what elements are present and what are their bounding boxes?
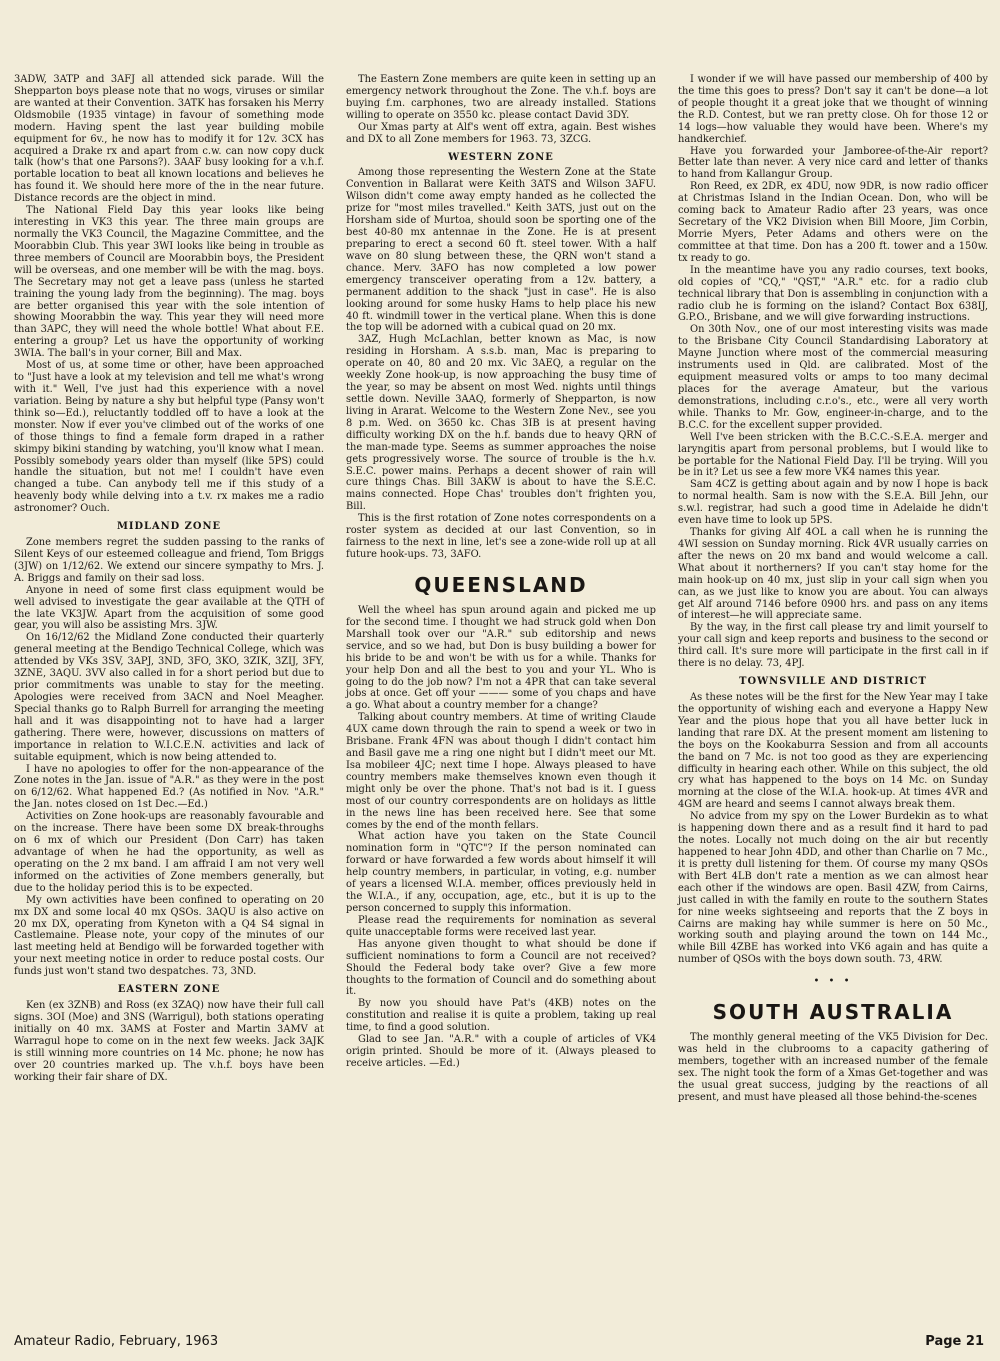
paragraph: What action have you taken on the State Council nomination form in "QTC"? If the person nominated can forward or have forwarded a few words about himself it will help country members, in particular, in voting, e.g. number of years a licensed W.I.A. member, offices previously held in the W.I.A., if any, occupation, age, etc., but it is up to the person concerned to supply this information. xyxy=(346,831,656,915)
column-2 xyxy=(346,74,656,1070)
section-divider: • • • xyxy=(813,976,853,988)
section-heading-townsville: TOWNSVILLE AND DISTRICT xyxy=(739,676,927,688)
paragraph: 3ADW, 3ATP and 3AFJ all attended sick parade. Will the Shepparton boys please note that no wogs, viruses or similar are wanted at their Convention. 3ATK has forsaken his Merry Oldsmobile (1935 vintage) in favour of something mode modern. Having spent the last year building mobile equipment for 6v., he now has to modify it for 12v. 3CX has acquired a Drake rx and apart from c.w. can now copy duck talk (how's that one Parsons?). 3AAF busy looking for a v.h.f. portable location to beat all known locations and believes he has found it. We should here more of the in the near future. Distance records are the object in mind. xyxy=(14,74,324,205)
paragraph: On 30th Nov., one of our most interesting visits was made to the Brisbane City Council Standardising Laboratory at Mayne Junction where most of the commercial measuring instruments used in Qld. are calibrated. Most of the equipment measured volts or amps to too many decimal places for the average Amateur, but the various demonstrations, including c.r.o's., etc., were all very worth while. Thanks to Mr. Gow, engineer-in-charge, and to the B.C.C. for the excellent supper provided. xyxy=(678,324,988,431)
paragraph: By now you should have Pat's (4KB) notes on the constitution and realise it is quite a problem, taking up real time, to find a good solution. xyxy=(346,998,656,1034)
paragraph: By the way, in the first call please try and limit yourself to your call sign and keep reports and business to the second or third call. It's sure more will participate in the first call in if there is no delay. 73, 4PJ. xyxy=(678,622,988,670)
section-heading-western-zone: WESTERN ZONE xyxy=(448,151,554,163)
paragraph: I wonder if we will have passed our membership of 400 by the time this goes to press? Don't say it can't be done—a lot of people thought it a great joke that we thought of winning the R.D. Contest, but we ran pretty close. Oh for those 12 or 14 logs—how valuable they would have been. Where's my handkerchief. xyxy=(678,74,988,145)
paragraph: Activities on Zone hook-ups are reasonably favourable and on the increase. There have been some DX break-throughs on 6 mx of which our President (Don Carr) has taken advantage of when he had the opportunity, as well as operating on the 2 mx band. I am affraid I am not very well informed on the activities of Zone members generally, but due to the holiday period this is to be expected. xyxy=(14,811,324,894)
paragraph: No advice from my spy on the Lower Burdekin as to what is happening down there and as a result find it hard to pad the notes. Locally not much doing on the air but recently happened to hear John 4DD, and other than Charlie on 7 Mc., it is pretty dull listening for them. Of course my many QSOs with Bert 4LB don't rate a mention as we can almost hear each other if the windows are open. Basil 4ZW, from Cairns, just called in with the family en route to the southern States for nine weeks sightseeing and reports that the Z boys in Cairns are making hay while summer is here on 50 Mc., working south and playing around the town on 144 Mc., while Bill 4ZBE has worked into VK6 again and has quite a number of QSOs with the boys down south. 73, 4RW. xyxy=(678,811,988,966)
section-heading-eastern-zone: EASTERN ZONE xyxy=(117,984,221,996)
paragraph: Among those representing the Western Zone at the State Convention in Ballarat were Keith 3ATS and Wilson 3AFU. Wilson didn't come away empty handed as he collected the prize for "most miles travelled." Keith 3ATS, just out on the Horsham side of Murtoa, should soon be sporting one of the best 40-80 mx antennae in the Zone. He is at present preparing to erect a second 60 ft. steel tower. With a half wave on 80 slung between these, the QRN won't stand a chance. Merv. 3AFO has now completed a low power emergency transceiver operating from a 12v. battery, a permanent addition to the shack "just in case". He is also looking around for some husky Hams to help place his new 40 ft. windmill tower in the vertical plane. When this is done the top will be adorned with a cubical quad on 20 mx. xyxy=(346,167,656,334)
footer-page-number: Page 21 xyxy=(925,1334,984,1349)
section-heading-midland-zone: MIDLAND ZONE xyxy=(116,521,222,533)
paragraph: Our Xmas party at Alf's went off extra, again. Best wishes and DX to all Zone members for 1963. 73, 3ZCG. xyxy=(346,121,656,145)
paragraph: On 16/12/62 the Midland Zone conducted their quarterly general meeting at the Bendigo Technical College, which was attended by VKs 3SV, 3APJ, 3ND, 3FO, 3KO, 3ZIK, 3ZIJ, 3FY, 3ZNE, 3AQU. 3VV also called in for a short period but due to prior commitments was unable to stay for the meeting. Apologies were received from 3ACN and Noel Meagher. Special thanks go to Ralph Burrell for arranging the meeting hall and it was disappointing not to have had a larger gathering. There were, however, discussions on matters of importance in relation to W.I.C.E.N. activities and lack of suitable equipment, which is now being attended to. xyxy=(14,632,324,763)
paragraph: Glad to see Jan. "A.R." with a couple of articles of VK4 origin printed. Should be more of it. (Always pleased to receive articles. —Ed.) xyxy=(346,1034,656,1069)
paragraph: Ken (ex 3ZNB) and Ross (ex 3ZAQ) now have their full call signs. 3OI (Moe) and 3NS (Warrigul), both stations operating initially on 40 mx. 3AMS at Foster and Martin 3AMV at Warragul hope to come on in the next few weeks. Jack 3AJK is still winning more countries on 14 Mc. phone; he now has over 20 countries marked up. The v.h.f. boys have been working their fair share of DX. xyxy=(14,1000,324,1083)
paragraph: Thanks for giving Alf 4OL a call when he is running the 4WI session on Sunday morning. Rick 4VR usually carries on after the news on 20 mx band and would welcome a call. What about it northerners? If you can't stay home for the main hook-up on 40 mx, just slip in your call sign when you can, as we just like to know you are about. You can always get Alf around 7146 before 0900 hrs. and pass on any items of interest—he will appreciate same. xyxy=(678,527,988,622)
column-1 xyxy=(14,74,324,1084)
paragraph: Sam 4CZ is getting about again and by now I hope is back to normal health. Sam is now with the S.E.A. Bill Jehn, our s.w.l. registrar, had such a good time in Adelaide he didn't even have time to look up 5PS. xyxy=(678,479,988,527)
paragraph: Has anyone given thought to what should be done if sufficient nominations to form a Council are not received? Should the Federal body take over? Give a few more thoughts to the formation of Council and do something about it. xyxy=(346,938,656,998)
paragraph: 3AZ, Hugh McLachlan, better known as Mac, is now residing in Horsham. A s.s.b. man, Mac is preparing to operate on 40, 80 and 20 mx. Vic 3AEQ, a regular on the weekly Zone hook-up, is now approaching the busy time of the year, so may be absent on most Wed. nights until things settle down. Neville 3AAQ, formerly of Shepparton, is now living in Ararat. Welcome to the Western Zone Nev., see you 8 p.m. Wed. on 3650 kc. Chas 3IB is at present having difficulty working DX on the h.f. bands due to heavy QRN of the man-made type. Seems as summer approaches the noise gets progressively worse. The source of trouble is the h.v. S.E.C. power mains. Perhaps a decent shower of rain will cure things Chas. Bill 3AKW is about to have the S.E.C. mains connected. Hope Chas' troubles don't frighten you, Bill. xyxy=(346,334,656,513)
state-heading-queensland: QUEENSLAND xyxy=(414,572,588,597)
paragraph: Ron Reed, ex 2DR, ex 4DU, now 9DR, is now radio officer at Christmas Island in the Indian Ocean. Don, who will be coming back to Amateur Radio after 23 years, was once Secretary of the VK2 Division when Bill Moore, Jim Corbin, Morrie Myers, Peter Adams and others were on the committee at that time. Don has a 200 ft. tower and a 150w. tx ready to go. xyxy=(678,181,988,264)
paragraph: Most of us, at some time or other, have been approached to "Just have a look at my television and tell me what's wrong with it." Well, I've just had this experience with a novel variation. Being by nature a shy but helpful type (Pansy won't think so—Ed.), reluctantly toddled off to have a look at the monster. Now if ever you've climbed out of the works of one of those things to find a female form draped in a rather skimpy bikini standing by watching, you'll know what I mean. Possibly somebody years older than myself (like 5PS) could handle the situation, but not me! I couldn't have even changed a tube. Can anybody tell me if this study of a heavenly body while delving into a t.v. rx makes me a radio astronomer? Ouch. xyxy=(14,360,324,515)
paragraph: The Eastern Zone members are quite keen in setting up an emergency network throughout the Zone. The v.h.f. boys are buying f.m. carphones, two are already installed. Stations willing to operate on 3550 kc. please contact David 3DY. xyxy=(346,74,656,121)
paragraph: This is the first rotation of Zone notes correspondents on a roster system as decided at our last Convention, so in fairness to the next in line, let's see a zone-wide roll up at all future hook-ups. 73, 3AFO. xyxy=(346,513,656,560)
column-3 xyxy=(678,74,988,1104)
paragraph: The National Field Day this year looks like being interesting in VK3 this year. The three main groups are normally the VK3 Council, the Magazine Committee, and the Moorabbin Club. This year 3WI looks like being in trouble as three members of Council are Moorabbin boys, the President will be overseas, and one member will be with the mag. boys. The Secretary may not get a leave pass (unless he started training the young lady from the beginning). The mag. boys are better organised this year with the sole intention of showing Moorabbin the way. This year they will need more than 3APC, they will need the whole bottle! What about F.E. entering a group? Let us have the opportunity of working 3WIA. The ball's in your corner, Bill and Max. xyxy=(14,205,324,360)
footer-publication: Amateur Radio, February, 1963 xyxy=(14,1334,219,1349)
paragraph: As these notes will be the first for the New Year may I take the opportunity of wishing each and everyone a Happy New Year and the pious hope that you all have better luck in landing that rare DX. At the present moment am listening to the boys on the Kookaburra Session and from all accounts the band on 7 Mc. is not too good as they are experiencing difficulty in hearing each other. While on this subject, the old cry what has happened to the boys on 14 Mc. on Sunday morning at the close of the W.I.A. hook-up. At times 4VR and 4GM are heard and seems I cannot always break them. xyxy=(678,692,988,811)
paragraph: My own activities have been confined to operating on 20 mx DX and some local 40 mx QSOs. 3AQU is also active on 20 mx DX, operating from Kyneton with a Q4 S4 signal in Castlemaine. Please note, your copy of the minutes of our last meeting held at Bendigo will be forwarded together with your next meeting notice in order to reduce postal costs. Our funds just won't stand two despatches. 73, 3ND. xyxy=(14,894,324,978)
paragraph: Talking about country members. At time of writing Claude 4UX came down through the rain to spend a week or two in Brisbane. Frank 4FN was about though I didn't contact him and Basil gave me a ring one night but I didn't meet our Mt. Isa mobileer 4JC; next time I hope. Always pleased to have country members make themselves known even though it might only be over the phone. That's not bad is it. I guess most of our country correspondents are on holidays as little in the news line has been received here. See that some comes by the end of the month fellars. xyxy=(346,712,656,831)
paragraph: Zone members regret the sudden passing to the ranks of Silent Keys of our esteemed colleague and friend, Tom Briggs (3JW) on 1/12/62. We extend our sincere sympathy to Mrs. J. A. Briggs and family on their sad loss. xyxy=(14,537,324,584)
paragraph: I have no apologies to offer for the non-appearance of the Zone notes in the Jan. issue of "A.R." as they were in the post on 6/12/62. What happened Ed.? (As notified in Nov. "A.R." the Jan. notes closed on 1st Dec.—Ed.) xyxy=(14,763,324,811)
paragraph: Anyone in need of some first class equipment would be well advised to investigate the gear available at the QTH of the late VK3JW. Apart from the acquisition of some good gear, you will also be assisting Mrs. 3JW. xyxy=(14,584,324,632)
paragraph: Please read the requirements for nomination as several quite unacceptable forms were received last year. xyxy=(346,914,656,938)
paragraph: In the meantime have you any radio courses, text books, old copies of "CQ," "QST," "A.R." etc. for a radio club technical library that Don is assembling in conjunction with a radio club he is forming on the island? Contact Box 638IJ, G.P.O., Brisbane, and we will give forwarding instructions. xyxy=(678,264,988,324)
paragraph: The monthly general meeting of the VK5 Division for Dec. was held in the clubrooms to a capacity gathering of members, together with an increased number of the female sex. The night took the form of a Xmas Get-together and was the usual great success, judging by the reactions of all present, and must have pleased all those behind-the-scenes xyxy=(678,1032,988,1103)
paragraph: Well I've been stricken with the B.C.C.-S.E.A. merger and laryngitis apart from personal problems, but I would like to be portable for the National Field Day. I'll be trying. Will you be in it? Let us see a few more VK4 names this year. xyxy=(678,431,988,479)
paragraph: Well the wheel has spun around again and picked me up for the second time. I thought we had struck gold when Don Marshall took over our "A.R." sub editorship and news service, and so we had, but Don is busy building a bower for his bride to be and won't be with us for a while. Thanks for your help Don and all the best to you and your YL. Who is going to do the job now? I'm not a 4PR that can take several jobs at once. Get off your ——— some of you chaps and have a go. What about a country member for a change? xyxy=(346,604,656,712)
state-heading-south-australia: SOUTH AUSTRALIA xyxy=(712,1000,954,1025)
paragraph: Have you forwarded your Jamboree-of-the-Air report? Better late than never. A very nice card and letter of thanks to hand from Kallangur Group. xyxy=(678,145,988,181)
